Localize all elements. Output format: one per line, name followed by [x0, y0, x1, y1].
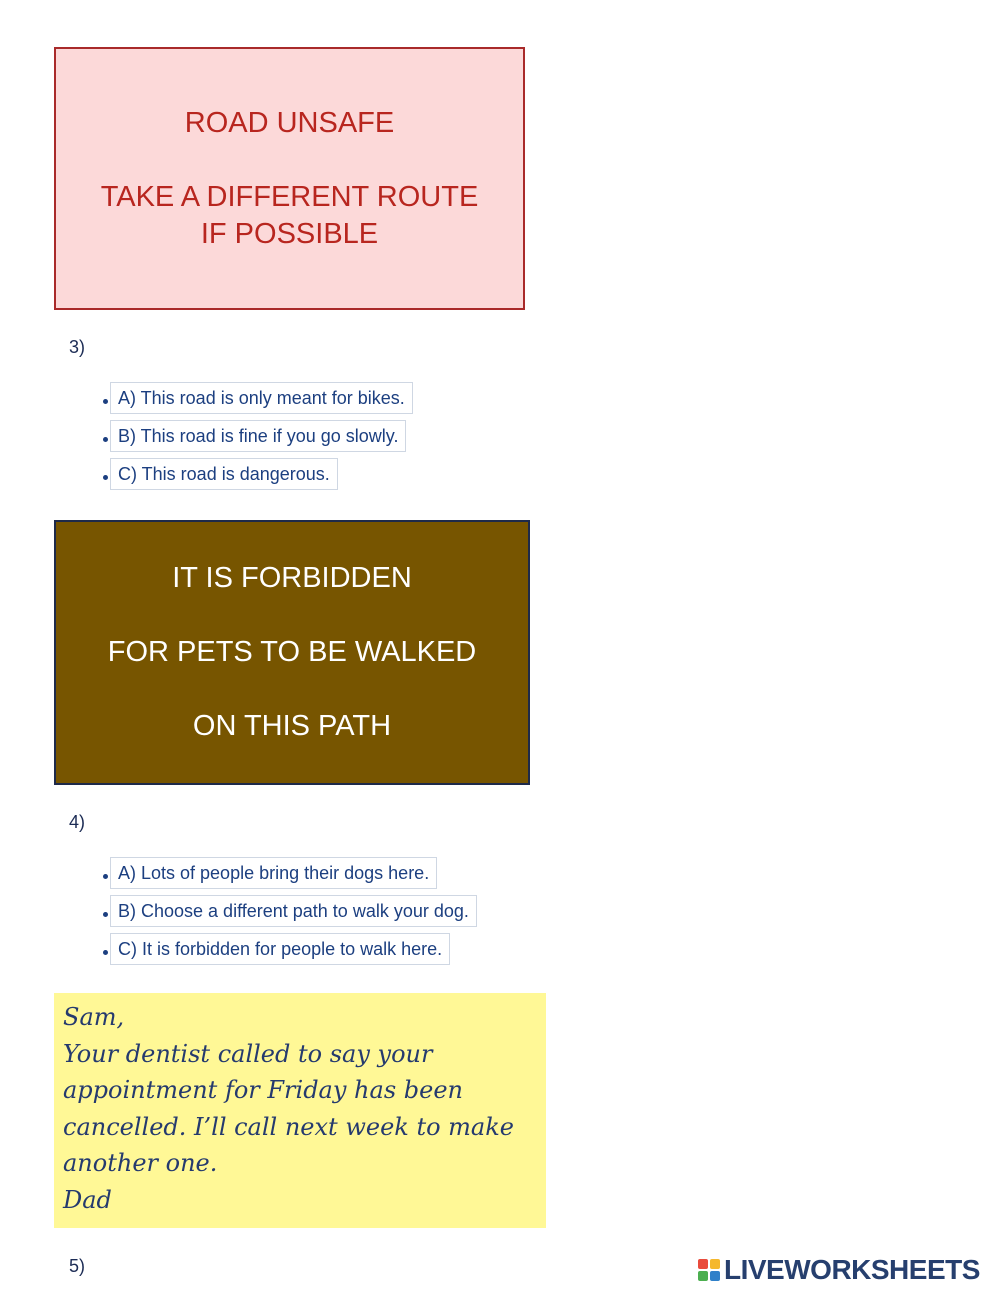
logo-text: LIVEWORKSHEETS — [724, 1254, 980, 1285]
sign-line-road-unsafe: ROAD UNSAFE — [184, 106, 395, 139]
logo-block — [710, 1259, 720, 1269]
question-3-number: 3) — [69, 337, 86, 357]
logo-block — [698, 1259, 708, 1269]
liveworksheets-logo — [698, 1254, 980, 1286]
note-line: Dad — [63, 1185, 112, 1214]
logo-blocks-icon — [698, 1259, 720, 1281]
answer-option-4a[interactable]: A) Lots of people bring their dogs here. — [110, 857, 437, 889]
sign-line-forbidden: IT IS FORBIDDEN — [172, 562, 412, 594]
logo-block — [698, 1271, 708, 1281]
answer-option-4c[interactable]: C) It is forbidden for people to walk here. — [110, 933, 450, 965]
no-pets-sign — [54, 520, 530, 785]
sign-line-different-route: TAKE A DIFFERENT ROUTE — [100, 180, 479, 213]
note-line: cancelled. I’ll call next week to make — [63, 1112, 514, 1141]
logo-block — [710, 1271, 720, 1281]
note-line: another one. — [63, 1149, 218, 1177]
road-unsafe-sign — [54, 47, 525, 310]
question-4-number: 4) — [69, 812, 86, 832]
question-5-number: 5) — [69, 1256, 86, 1276]
answer-option-3a[interactable]: A) This road is only meant for bikes. — [110, 382, 413, 414]
answer-option-4b[interactable]: B) Choose a different path to walk your dog. — [110, 895, 477, 927]
note-line: appointment for Friday has been — [63, 1076, 463, 1104]
sign-line-pets-walked: FOR PETS TO BE WALKED — [107, 636, 477, 668]
note-line: Your dentist called to say your — [63, 1039, 433, 1068]
sign-line-this-path: ON THIS PATH — [192, 710, 392, 742]
sign-line-if-possible: IF POSSIBLE — [200, 217, 379, 250]
note-line: Sam, — [63, 1003, 125, 1031]
answer-option-3c[interactable]: C) This road is dangerous. — [110, 458, 338, 490]
answer-option-3b[interactable]: B) This road is fine if you go slowly. — [110, 420, 406, 452]
handwritten-note — [54, 993, 546, 1228]
